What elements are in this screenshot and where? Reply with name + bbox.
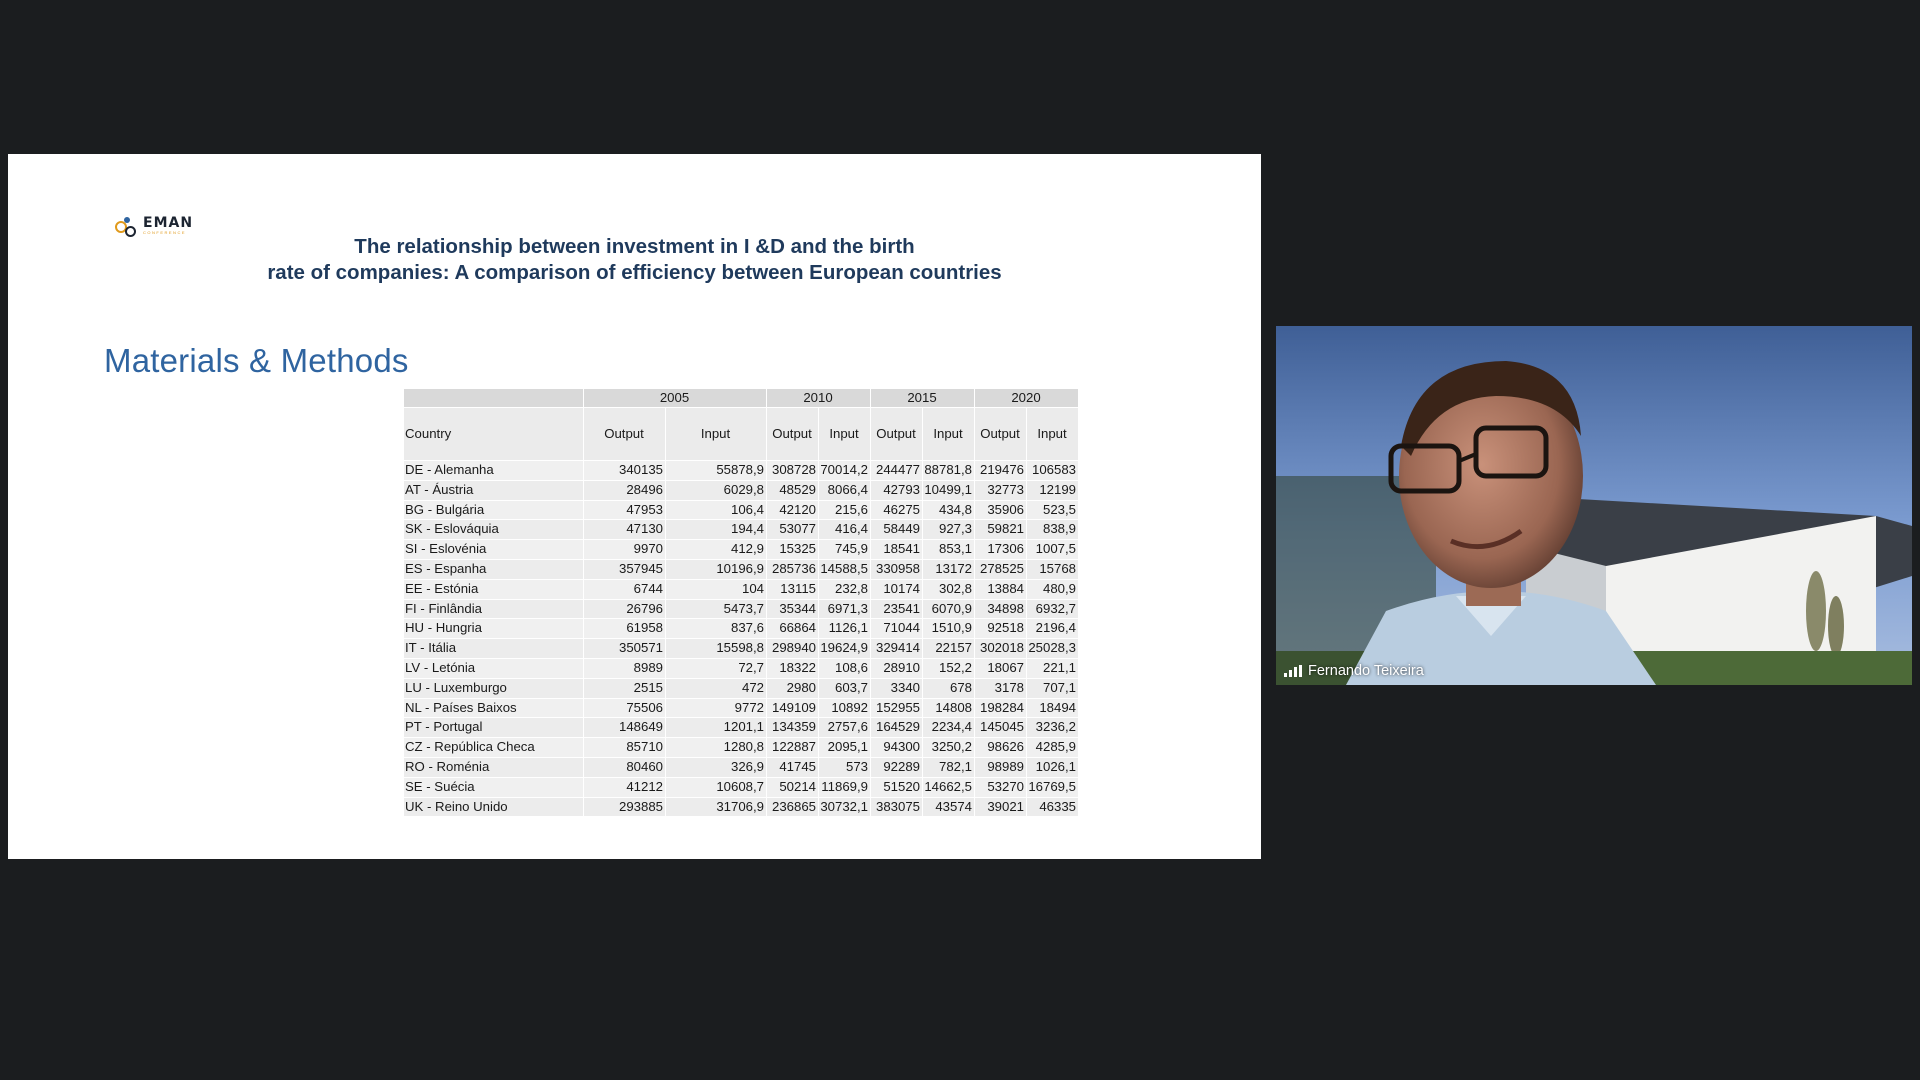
input-value-cell: 215,6	[819, 501, 871, 521]
output-value-cell: 51520	[871, 778, 923, 798]
input-value-cell: 1007,5	[1027, 540, 1079, 560]
output-value-cell: 6744	[584, 580, 666, 600]
table-row	[404, 580, 1079, 600]
output-value-cell: 10174	[871, 580, 923, 600]
output-value-cell: 35344	[767, 600, 819, 620]
output-value-cell: 35906	[975, 501, 1027, 521]
output-value-cell: 152955	[871, 699, 923, 719]
section-heading: Materials & Methods	[104, 342, 409, 379]
input-value-cell: 194,4	[666, 520, 767, 540]
output-header: Output	[975, 408, 1027, 461]
input-value-cell: 6070,9	[923, 600, 975, 620]
output-value-cell: 2515	[584, 679, 666, 699]
input-value-cell: 1280,8	[666, 738, 767, 758]
input-value-cell: 2095,1	[819, 738, 871, 758]
output-value-cell: 92289	[871, 758, 923, 778]
input-value-cell: 782,1	[923, 758, 975, 778]
country-cell: EE - Estónia	[404, 580, 584, 600]
input-value-cell: 302,8	[923, 580, 975, 600]
output-value-cell: 23541	[871, 600, 923, 620]
input-value-cell: 837,6	[666, 619, 767, 639]
output-value-cell: 278525	[975, 560, 1027, 580]
input-value-cell: 31706,9	[666, 798, 767, 818]
eman-logo-icon	[113, 215, 137, 235]
input-value-cell: 9772	[666, 699, 767, 719]
input-value-cell: 927,3	[923, 520, 975, 540]
output-value-cell: 15325	[767, 540, 819, 560]
table-row	[404, 659, 1079, 679]
input-value-cell: 326,9	[666, 758, 767, 778]
input-value-cell: 480,9	[1027, 580, 1079, 600]
table-row	[404, 600, 1079, 620]
input-value-cell: 707,1	[1027, 679, 1079, 699]
output-value-cell: 350571	[584, 639, 666, 659]
input-value-cell: 106583	[1027, 461, 1079, 481]
output-header: Output	[767, 408, 819, 461]
country-cell: FI - Finlândia	[404, 600, 584, 620]
output-value-cell: 285736	[767, 560, 819, 580]
output-value-cell: 98626	[975, 738, 1027, 758]
year-header: 2005	[584, 389, 767, 408]
input-value-cell: 55878,9	[666, 461, 767, 481]
output-value-cell: 293885	[584, 798, 666, 818]
participant-name: Fernando Teixeira	[1308, 663, 1424, 679]
input-value-cell: 10608,7	[666, 778, 767, 798]
input-value-cell: 416,4	[819, 520, 871, 540]
signal-bars-icon	[1284, 665, 1302, 677]
output-value-cell: 32773	[975, 481, 1027, 501]
output-value-cell: 71044	[871, 619, 923, 639]
output-value-cell: 39021	[975, 798, 1027, 818]
output-value-cell: 134359	[767, 718, 819, 738]
output-value-cell: 53270	[975, 778, 1027, 798]
output-value-cell: 244477	[871, 461, 923, 481]
data-table	[404, 389, 1079, 817]
output-value-cell: 329414	[871, 639, 923, 659]
input-value-cell: 745,9	[819, 540, 871, 560]
table-row	[404, 718, 1079, 738]
country-cell: HU - Hungria	[404, 619, 584, 639]
output-value-cell: 330958	[871, 560, 923, 580]
output-value-cell: 308728	[767, 461, 819, 481]
input-value-cell: 412,9	[666, 540, 767, 560]
output-value-cell: 13884	[975, 580, 1027, 600]
output-value-cell: 80460	[584, 758, 666, 778]
output-value-cell: 47130	[584, 520, 666, 540]
output-value-cell: 59821	[975, 520, 1027, 540]
output-value-cell: 8989	[584, 659, 666, 679]
country-cell: NL - Países Baixos	[404, 699, 584, 719]
output-value-cell: 17306	[975, 540, 1027, 560]
input-value-cell: 14662,5	[923, 778, 975, 798]
input-value-cell: 1026,1	[1027, 758, 1079, 778]
input-value-cell: 88781,8	[923, 461, 975, 481]
shared-slide	[8, 154, 1261, 859]
country-cell: BG - Bulgária	[404, 501, 584, 521]
eman-logo	[113, 214, 193, 236]
year-header: 2015	[871, 389, 975, 408]
input-value-cell: 853,1	[923, 540, 975, 560]
slide-title-line-1: The relationship between investment in I &D and the birth	[354, 235, 915, 258]
input-value-cell: 30732,1	[819, 798, 871, 818]
output-value-cell: 92518	[975, 619, 1027, 639]
slide-title	[8, 234, 1261, 286]
video-frame	[1276, 326, 1912, 685]
output-value-cell: 46275	[871, 501, 923, 521]
output-value-cell: 53077	[767, 520, 819, 540]
input-value-cell: 19624,9	[819, 639, 871, 659]
output-value-cell: 148649	[584, 718, 666, 738]
input-value-cell: 14808	[923, 699, 975, 719]
input-value-cell: 8066,4	[819, 481, 871, 501]
tree	[1828, 596, 1844, 656]
output-value-cell: 13115	[767, 580, 819, 600]
output-value-cell: 298940	[767, 639, 819, 659]
country-cell: AT - Áustria	[404, 481, 584, 501]
input-value-cell: 434,8	[923, 501, 975, 521]
input-value-cell: 43574	[923, 798, 975, 818]
input-value-cell: 6932,7	[1027, 600, 1079, 620]
output-value-cell: 302018	[975, 639, 1027, 659]
table-row	[404, 501, 1079, 521]
input-value-cell: 11869,9	[819, 778, 871, 798]
input-value-cell: 3236,2	[1027, 718, 1079, 738]
input-value-cell: 15768	[1027, 560, 1079, 580]
output-value-cell: 164529	[871, 718, 923, 738]
table-row	[404, 639, 1079, 659]
input-value-cell: 6029,8	[666, 481, 767, 501]
year-header: 2020	[975, 389, 1079, 408]
input-value-cell: 12199	[1027, 481, 1079, 501]
output-value-cell: 18067	[975, 659, 1027, 679]
year-header-row	[404, 389, 1079, 408]
input-value-cell: 523,5	[1027, 501, 1079, 521]
output-value-cell: 357945	[584, 560, 666, 580]
input-value-cell: 10196,9	[666, 560, 767, 580]
table-row	[404, 798, 1079, 818]
output-value-cell: 219476	[975, 461, 1027, 481]
input-value-cell: 1126,1	[819, 619, 871, 639]
output-value-cell: 41745	[767, 758, 819, 778]
country-cell: IT - Itália	[404, 639, 584, 659]
input-value-cell: 472	[666, 679, 767, 699]
input-header: Input	[1027, 408, 1079, 461]
input-value-cell: 3250,2	[923, 738, 975, 758]
input-value-cell: 6971,3	[819, 600, 871, 620]
output-value-cell: 28910	[871, 659, 923, 679]
input-value-cell: 232,8	[819, 580, 871, 600]
input-value-cell: 2234,4	[923, 718, 975, 738]
table-row	[404, 738, 1079, 758]
output-value-cell: 9970	[584, 540, 666, 560]
slide-title-line-2: rate of companies: A comparison of efficiency between European countries	[267, 261, 1002, 284]
country-cell: DE - Alemanha	[404, 461, 584, 481]
table-row	[404, 461, 1079, 481]
output-value-cell: 66864	[767, 619, 819, 639]
output-value-cell: 98989	[975, 758, 1027, 778]
table-row	[404, 679, 1079, 699]
input-value-cell: 46335	[1027, 798, 1079, 818]
table-body	[404, 461, 1079, 817]
output-value-cell: 122887	[767, 738, 819, 758]
input-value-cell: 106,4	[666, 501, 767, 521]
input-value-cell: 152,2	[923, 659, 975, 679]
input-value-cell: 678	[923, 679, 975, 699]
input-value-cell: 838,9	[1027, 520, 1079, 540]
year-header-empty	[404, 389, 584, 408]
input-value-cell: 1510,9	[923, 619, 975, 639]
input-header: Input	[666, 408, 767, 461]
output-value-cell: 94300	[871, 738, 923, 758]
input-value-cell: 4285,9	[1027, 738, 1079, 758]
country-cell: PT - Portugal	[404, 718, 584, 738]
input-value-cell: 221,1	[1027, 659, 1079, 679]
output-value-cell: 3340	[871, 679, 923, 699]
input-value-cell: 10499,1	[923, 481, 975, 501]
input-value-cell: 15598,8	[666, 639, 767, 659]
input-value-cell: 2757,6	[819, 718, 871, 738]
output-value-cell: 3178	[975, 679, 1027, 699]
output-header: Output	[584, 408, 666, 461]
output-value-cell: 58449	[871, 520, 923, 540]
input-header: Input	[923, 408, 975, 461]
table-row	[404, 758, 1079, 778]
output-value-cell: 48529	[767, 481, 819, 501]
input-value-cell: 1201,1	[666, 718, 767, 738]
input-value-cell: 22157	[923, 639, 975, 659]
output-value-cell: 383075	[871, 798, 923, 818]
output-value-cell: 18541	[871, 540, 923, 560]
country-cell: SI - Eslovénia	[404, 540, 584, 560]
participant-name-label	[1284, 663, 1424, 679]
output-value-cell: 75506	[584, 699, 666, 719]
input-value-cell: 2196,4	[1027, 619, 1079, 639]
country-cell: LU - Luxemburgo	[404, 679, 584, 699]
table-row	[404, 778, 1079, 798]
output-value-cell: 149109	[767, 699, 819, 719]
output-value-cell: 145045	[975, 718, 1027, 738]
input-value-cell: 104	[666, 580, 767, 600]
country-cell: RO - Roménia	[404, 758, 584, 778]
output-value-cell: 26796	[584, 600, 666, 620]
input-value-cell: 70014,2	[819, 461, 871, 481]
output-value-cell: 47953	[584, 501, 666, 521]
country-cell: SE - Suécia	[404, 778, 584, 798]
output-value-cell: 41212	[584, 778, 666, 798]
table-row	[404, 619, 1079, 639]
output-header: Output	[871, 408, 923, 461]
table-row	[404, 540, 1079, 560]
input-value-cell: 14588,5	[819, 560, 871, 580]
output-value-cell: 18322	[767, 659, 819, 679]
input-value-cell: 72,7	[666, 659, 767, 679]
output-value-cell: 236865	[767, 798, 819, 818]
input-value-cell: 16769,5	[1027, 778, 1079, 798]
input-value-cell: 13172	[923, 560, 975, 580]
output-value-cell: 85710	[584, 738, 666, 758]
table-row	[404, 481, 1079, 501]
output-value-cell: 2980	[767, 679, 819, 699]
logo-subtitle: CONFERENCE	[143, 229, 187, 235]
tree	[1806, 571, 1826, 651]
country-header: Country	[404, 408, 584, 461]
column-header-row	[404, 408, 1079, 461]
input-value-cell: 573	[819, 758, 871, 778]
output-value-cell: 340135	[584, 461, 666, 481]
input-value-cell: 603,7	[819, 679, 871, 699]
logo-word: EMAN	[143, 214, 194, 231]
table-row	[404, 560, 1079, 580]
output-value-cell: 61958	[584, 619, 666, 639]
country-cell: LV - Letónia	[404, 659, 584, 679]
country-cell: UK - Reino Unido	[404, 798, 584, 818]
country-cell: CZ - República Checa	[404, 738, 584, 758]
output-value-cell: 50214	[767, 778, 819, 798]
country-cell: SK - Eslováquia	[404, 520, 584, 540]
participant-video-tile[interactable]	[1276, 326, 1912, 685]
input-value-cell: 18494	[1027, 699, 1079, 719]
table-row	[404, 699, 1079, 719]
output-value-cell: 42793	[871, 481, 923, 501]
table-row	[404, 520, 1079, 540]
output-value-cell: 28496	[584, 481, 666, 501]
input-value-cell: 10892	[819, 699, 871, 719]
country-cell: ES - Espanha	[404, 560, 584, 580]
output-value-cell: 42120	[767, 501, 819, 521]
output-value-cell: 34898	[975, 600, 1027, 620]
year-header: 2010	[767, 389, 871, 408]
input-value-cell: 108,6	[819, 659, 871, 679]
input-value-cell: 25028,3	[1027, 639, 1079, 659]
input-value-cell: 5473,7	[666, 600, 767, 620]
output-value-cell: 198284	[975, 699, 1027, 719]
input-header: Input	[819, 408, 871, 461]
